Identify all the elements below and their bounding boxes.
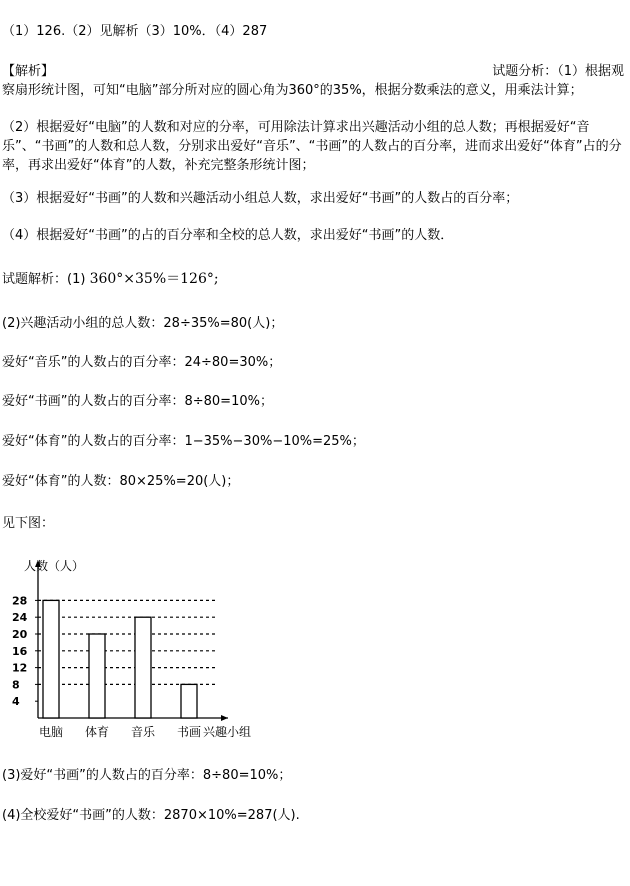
answers-summary: （1）126.（2）见解析（3）10%．（4）287 (2, 24, 268, 39)
solution-label: 试题解析：(1) (2, 272, 86, 287)
bar-1 (43, 600, 59, 718)
y-tick-label-16: 16 (12, 644, 28, 658)
analysis-part-3: （3）根据爱好“书画”的人数和兴趣活动小组总人数，求出爱好“书画”的人数占的百分率； (2, 191, 519, 206)
analysis-intro: 试题分析：（1）根据观 (492, 64, 624, 79)
step-sports: 爱好“体育”的人数占的百分率：1−35%−30%−10%=25%； (2, 434, 365, 449)
category-label-4: 书画 (176, 725, 202, 739)
analysis-part-4: （4）根据爱好“书画”的占的百分率和全校的总人数，求出爱好“书画”的人数． (2, 228, 454, 243)
y-tick-label-12: 12 (12, 661, 28, 675)
analysis-part-2: （2）根据爱好“电脑”的人数和对应的分率，可用除法计算求出兴趣活动小组的总人数；再根据爱好“音乐”、“书画”的人数和总人数，分别求出爱好“音乐”、“书画”的人数占的百分率，进而求出爱好“体育”占的分率，再求出爱好“体育”的人数，补充完整条形统计图； (2, 120, 622, 173)
y-tick-label-20: 20 (12, 628, 28, 641)
analysis-part-1: 察扇形统计图，可知“电脑”部分所对应的圆心角为360°的35%，根据分数乘法的意义，用乘法计算； (2, 83, 583, 98)
jiexi-heading: 【解析】 (2, 64, 55, 79)
solution-formula: 360°×35%＝126°; (89, 271, 219, 287)
y-tick-label-24: 24 (12, 611, 28, 625)
x-axis-title: 兴趣小组 (203, 725, 252, 739)
bar-4 (181, 684, 197, 718)
category-label-1: 电脑 (38, 725, 64, 739)
step-art: 爱好“书画”的人数占的百分率：8÷80=10%； (2, 394, 273, 409)
answer-4: (4)全校爱好“书画”的人数：2870×10%=287(人). (2, 808, 300, 823)
category-label-3: 音乐 (130, 725, 156, 739)
bar-chart (0, 550, 280, 755)
bar-3 (135, 617, 151, 718)
see-figure: 见下图： (2, 516, 55, 531)
y-tick-label-28: 28 (12, 594, 28, 608)
step-sports-count: 爱好“体育”的人数：80×25%=20(人)； (2, 474, 240, 489)
y-tick-label-4: 4 (12, 695, 20, 709)
step-total: (2)兴趣活动小组的总人数：28÷35%=80(人)； (2, 316, 284, 331)
step-music: 爱好“音乐”的人数占的百分率：24÷80=30%； (2, 355, 282, 370)
y-axis-title: 人数（人） (24, 559, 85, 573)
x-axis-arrow-icon (221, 715, 228, 721)
y-tick-label-8: 8 (12, 678, 20, 692)
bar-2 (89, 634, 105, 718)
solution-line-1 (2, 270, 219, 289)
answer-3: (3)爱好“书画”的人数占的百分率：8÷80=10%； (2, 768, 292, 783)
category-label-2: 体育 (84, 725, 110, 739)
